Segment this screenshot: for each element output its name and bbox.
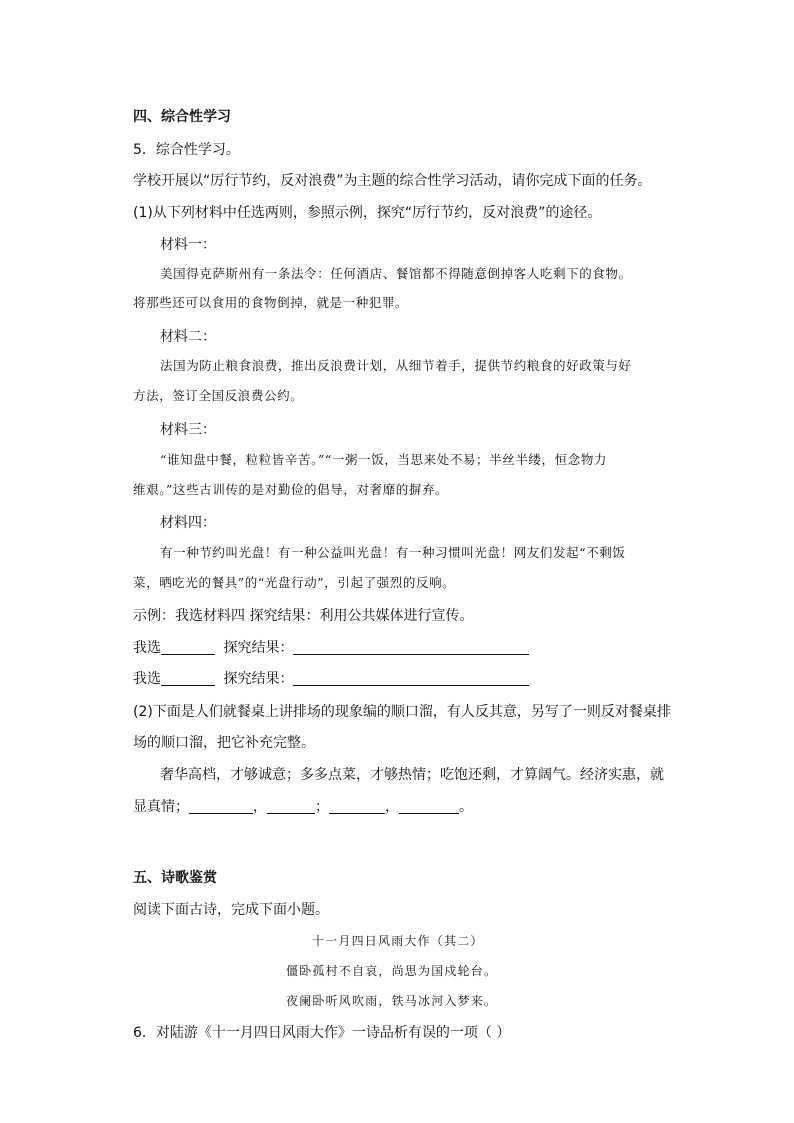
poem-line: 僵卧孤村不自哀，尚思为国戍轮台。 xyxy=(286,964,498,978)
question-number: 5． xyxy=(133,142,156,158)
material-choice-blank[interactable] xyxy=(161,639,215,655)
question-6: 6．对陆游《十一月四日风雨大作》一诗品析有误的一项（ ） xyxy=(133,1025,511,1041)
rhyme-blank[interactable] xyxy=(267,798,315,814)
answer-row-2 xyxy=(133,669,529,689)
answer-prefix: 我选 xyxy=(133,671,161,687)
result-label: 探究结果： xyxy=(223,640,294,656)
material-text: 美国得克萨斯州有一条法令：任何酒店、餐馆都不得随意倒掉客人吃剩下的食物。 xyxy=(160,266,632,281)
period: 。 xyxy=(459,799,473,815)
result-label: 探究结果： xyxy=(223,671,294,687)
poem-intro: 阅读下面古诗，完成下面小题。 xyxy=(133,902,329,918)
comma: ， xyxy=(253,799,267,815)
rhyme-prefix: 显真情； xyxy=(133,799,189,815)
task-1-instruction: (1)从下列材料中任选两则，参照示例，探究“厉行节约，反对浪费”的途径。 xyxy=(133,205,602,221)
rhyme-blank[interactable] xyxy=(189,798,253,814)
question-5-title xyxy=(133,140,240,160)
section-heading: 四、综合性学习 xyxy=(133,109,231,125)
activity-intro: 学校开展以“厉行节约，反对浪费”为主题的综合性学习活动，请你完成下面的任务。 xyxy=(133,173,652,189)
rhyme-blank[interactable] xyxy=(399,798,459,814)
material-label: 材料三： xyxy=(160,422,216,438)
poem-title: 十一月四日风雨大作（其二） xyxy=(312,934,484,948)
question-label: 综合性学习。 xyxy=(155,142,240,158)
material-text: 有一种节约叫光盘！有一种公益叫光盘！有一种习惯叫光盘！网友们发起“不剩饭 xyxy=(160,545,626,560)
rhyme-text: 奢华高档，才够诚意；多多点菜，才够热情；吃饱还剩，才算阔气。经济实惠，就 xyxy=(160,767,664,783)
semicolon: ； xyxy=(315,799,329,815)
material-label: 材料二： xyxy=(160,329,216,345)
rhyme-blank[interactable] xyxy=(329,798,385,814)
comma: ， xyxy=(385,799,399,815)
section-heading: 五、诗歌鉴赏 xyxy=(133,870,217,886)
task-2-instruction: (2)下面是人们就餐桌上讲排场的现象编的顺口溜，有人反其意，另写了一则反对餐桌排 xyxy=(133,704,671,720)
task-2-instruction: 场的顺口溜，把它补充完整。 xyxy=(133,735,315,751)
material-text: 法国为防止粮食浪费，推出反浪费计划，从细节着手，提供节约粮食的好政策与好 xyxy=(160,358,632,373)
material-text: “谁知盘中餐，粒粒皆辛苦。”“一粥一饭，当思来处不易；半丝半缕，恒念物力 xyxy=(160,452,608,467)
answer-row-1 xyxy=(133,638,529,658)
material-text: 方法，签订全国反浪费公约。 xyxy=(133,388,304,403)
example-answer: 示例：我选材料四 探究结果：利用公共媒体进行宣传。 xyxy=(133,608,474,624)
material-text: 将那些还可以食用的食物倒掉，就是一种犯罪。 xyxy=(133,295,409,310)
material-text: 菜，晒吃光的餐具”的“光盘行动”，引起了强烈的反响。 xyxy=(133,575,456,590)
material-choice-blank[interactable] xyxy=(161,670,215,686)
material-label: 材料一： xyxy=(160,237,216,253)
result-blank[interactable] xyxy=(293,639,529,655)
material-label: 材料四： xyxy=(160,515,216,531)
poem-line: 夜阑卧听风吹雨，铁马冰河入梦来。 xyxy=(286,994,498,1008)
rhyme-fill-row xyxy=(133,797,473,817)
result-blank[interactable] xyxy=(293,670,529,686)
answer-prefix: 我选 xyxy=(133,640,161,656)
material-text: 维艰。”这些古训传的是对勤俭的倡导，对奢靡的摒弃。 xyxy=(133,482,449,497)
